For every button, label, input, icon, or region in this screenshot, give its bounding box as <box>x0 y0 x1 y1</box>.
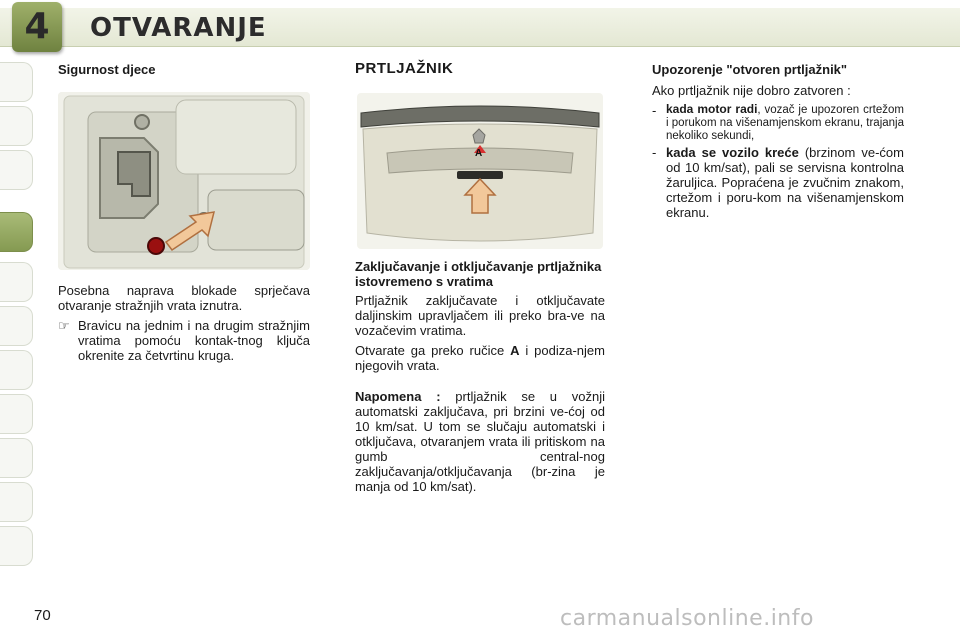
locking-subheading: Zaključavanje i otključavanje prtljažnika istovremeno s vratima <box>355 259 602 289</box>
warning-item-engine-text <box>666 103 904 143</box>
chapter-tab-2[interactable] <box>0 106 33 146</box>
trunk-handle-illustration <box>357 93 603 249</box>
child-safety-heading: Sigurnost djece <box>58 62 156 77</box>
warning-heading: Upozorenje "otvoren prtljažnik" <box>652 62 848 77</box>
chapter-tab-10[interactable] <box>0 482 33 522</box>
warning-item-moving-body: (brzinom ve-ćom od 10 km/sat), pali se servisna kontrolna žaruljica. Popraćena je zvučnim znakom, crtežom i poru-kom na višenamjenskom ekranu. <box>666 145 904 220</box>
chapter-tab-5[interactable] <box>0 262 33 302</box>
chapter-tabs <box>0 62 34 577</box>
left-text <box>58 283 310 363</box>
opening-handle-label: A <box>510 343 520 358</box>
chapter-number: 4 <box>24 6 50 47</box>
chapter-tab-7[interactable] <box>0 350 33 390</box>
chapter-tab-9[interactable] <box>0 438 33 478</box>
warning-item-moving <box>652 145 904 220</box>
chapter-tab-11[interactable] <box>0 526 33 566</box>
opening-paragraph <box>355 343 605 373</box>
child-safety-instruction <box>58 318 310 363</box>
left-column <box>58 62 310 83</box>
chapter-tab-1[interactable] <box>0 62 33 102</box>
child-safety-instruction-text: Bravicu na jednim i na drugim stražnjim vratima pomoću kontak-tnog ključa okrenite za četvrtinu kruga. <box>78 318 310 363</box>
warning-intro: Ako prtljažnik nije dobro zatvoren : <box>652 83 851 98</box>
page-title: OTVARANJE <box>90 13 267 43</box>
page-header <box>0 0 960 52</box>
child-lock-illustration <box>58 92 310 270</box>
handle-label-a: A <box>475 148 483 159</box>
warning-item-engine <box>652 103 904 143</box>
watermark: carmanualsonline.info <box>560 606 814 631</box>
child-safety-paragraph: Posebna naprava blokade sprječava otvaranje stražnjih vrata iznutra. <box>58 283 310 313</box>
right-column <box>652 62 904 222</box>
chapter-tab-8[interactable] <box>0 394 33 434</box>
warning-item-engine-body: , vozač je upozoren crtežom i porukom na višenamjenskom ekranu, trajanja nekoliko sekundi, <box>666 104 904 142</box>
chapter-tab-4-active[interactable] <box>0 212 33 252</box>
chapter-tab <box>12 2 62 52</box>
middle-column <box>355 61 605 76</box>
page-number: 70 <box>34 607 51 624</box>
chapter-tab-3[interactable] <box>0 150 33 190</box>
opening-text-pre: Otvarate ga preko ručice <box>355 343 505 358</box>
locking-paragraph: Prtljažnik zaključavate i otključavate daljinskim upravljačem ili preko bra-ve na vozačevim vratima. <box>355 293 605 338</box>
warning-item-moving-bold: kada se vozilo kreće <box>666 145 799 160</box>
middle-text <box>355 259 605 499</box>
dash-marker: - <box>652 103 657 118</box>
opening-text-post: i podiza-njem njegovih vrata. <box>355 343 605 373</box>
section-title: PRTLJAŽNIK <box>355 60 454 77</box>
dash-marker: - <box>652 145 657 160</box>
chapter-tab-6[interactable] <box>0 306 33 346</box>
note-text: prtljažnik se u vožnji automatski zaključava, pri brzini ve-ćoj od 10 km/sat. U tom se slučaju automatski i otključava, otvaranjem vrata ili pritiskom na gumb central-nog zaključavanja/otključavanja (br-zina je manja od 10 km/sat). <box>355 389 605 494</box>
pointing-hand-icon: ☞ <box>58 318 70 333</box>
note-label: Napomena : <box>355 389 441 404</box>
note-paragraph <box>355 389 605 494</box>
warning-item-moving-text <box>666 145 904 220</box>
warning-item-engine-bold: kada motor radi <box>666 102 758 116</box>
